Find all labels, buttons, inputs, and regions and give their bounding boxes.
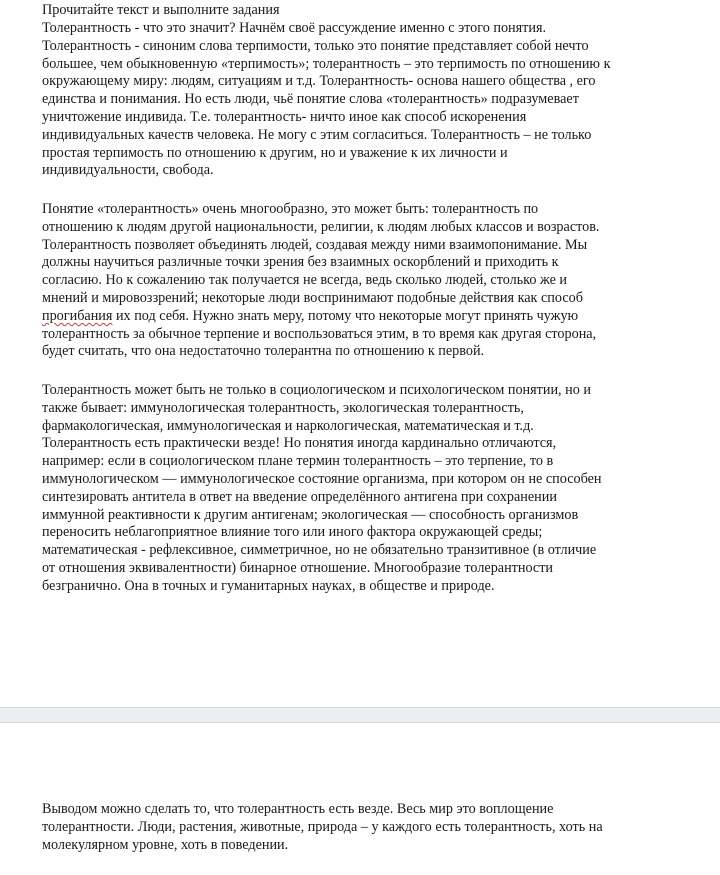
paragraph-line: единства и понимания. Но есть люди, чьё понятие слова «толерантность» подразумевает xyxy=(42,91,579,108)
paragraph-line: молекулярном уровне, хоть в поведении. xyxy=(42,836,289,853)
paragraph-line: Выводом можно сделать то, что толерантность есть везде. Весь мир это воплощение xyxy=(42,801,554,817)
paragraph-line: Понятие «толерантность» очень многообразно, это может быть: толерантность по xyxy=(42,201,539,217)
paragraph-line: согласию. Но к сожалению так получается не всегда, ведь сколько людей, столько же и xyxy=(42,272,568,289)
paragraph-line: толерантность за обычное терпение и воспользоваться этим, в то время как другая сторона, xyxy=(42,325,597,342)
paragraph-3 xyxy=(42,382,714,596)
paragraph-line: Толерантность - что это значит? Начнём своё рассуждение именно с этого понятия. xyxy=(42,20,547,36)
paragraph-2 xyxy=(42,201,714,361)
paragraph-line: Толерантность есть практически везде! Но понятия иногда кардинально отличаются, xyxy=(42,435,557,452)
paragraph-line: мнений и мировоззрений; некоторые люди воспринимают подобные действия как способ xyxy=(42,289,583,306)
paragraph-line: уничтожение индивида. Т.е. толерантность- ничто иное как способ искоренения xyxy=(42,108,527,125)
paragraph-line: должны научиться различные точки зрения без взаимных оскорблений и приходить к xyxy=(42,254,559,271)
paragraph-line: простая терпимость по отношению к другим, но и уважение к их личности и xyxy=(42,144,508,161)
paragraph-line: фармакологическая, иммунологическая и наркологическая, математическая и т.д. xyxy=(42,417,534,434)
spellcheck-underlined-word[interactable]: прогибания xyxy=(42,307,113,324)
document-page-2 xyxy=(0,723,720,875)
paragraph-line: окружающему миру: людям, ситуациям и т.д. Толерантность- основа нашего общества , его xyxy=(42,73,596,90)
paragraph-line: от отношения эквивалентности) бинарное отношение. Многообразие толерантности xyxy=(42,559,554,576)
paragraph-line: Толерантность может быть не только в социологическом и психологическом понятии, но и xyxy=(42,382,591,398)
paragraph-line: толерантности. Люди, растения, животные, природа – у каждого есть толерантность, хоть на xyxy=(42,818,603,835)
paragraph-1 xyxy=(42,20,714,180)
paragraph-line: иммунной реактивности к другим антигенам; экологическая — способность организмов xyxy=(42,506,579,523)
paragraph-line: Толерантность - синоним слова терпимости, только это понятие представляет собой нечто xyxy=(42,37,589,54)
paragraph-line: математическая - рефлексивное, симметричное, но не обязательно транзитивное (в отличие xyxy=(42,542,597,559)
paragraph-line: также бывает: иммунологическая толерантность, экологическая толерантность, xyxy=(42,399,524,416)
paragraph-line: будет считать, что она недостаточно толерантна по отношению к первой. xyxy=(42,343,485,360)
paragraph-line-with-spellcheck: прогибания их под себя. Нужно знать меру, потому что некоторые могут принять чужую xyxy=(42,307,579,324)
paragraph-line: безгранично. Она в точных и гуманитарных науках, в обществе и природе. xyxy=(42,577,495,594)
paragraph-line: отношению к людям другой национальности, религии, к людям любых классов и возрастов. xyxy=(42,218,600,235)
paragraph-4 xyxy=(42,801,714,854)
page-break-separator xyxy=(0,707,720,723)
document-heading: Прочитайте текст и выполните задания xyxy=(42,2,280,18)
paragraph-line: индивидуальных качеств человека. Не могу с этим согласиться. Толерантность – не только xyxy=(42,126,592,143)
paragraph-line: например: если в социологическом плане термин толерантность – это терпение, то в xyxy=(42,453,554,470)
paragraph-line: индивидуальности, свобода. xyxy=(42,162,214,179)
paragraph-line: большее, чем обыкновенную «терпимость»; толерантность – это терпимость по отношению к xyxy=(42,55,611,72)
paragraph-line: синтезировать антитела в ответ на введение определённого антигена при сохранении xyxy=(42,488,557,505)
paragraph-line: переносить неблагоприятное влияние того или иного фактора окружающей среды; xyxy=(42,524,543,541)
paragraph-line: иммунологическом — иммунологическое состояние организма, при котором он не способен xyxy=(42,470,602,487)
paragraph-line: Толерантность позволяет объединять людей, создавая между ними взаимопонимание. Мы xyxy=(42,236,588,253)
